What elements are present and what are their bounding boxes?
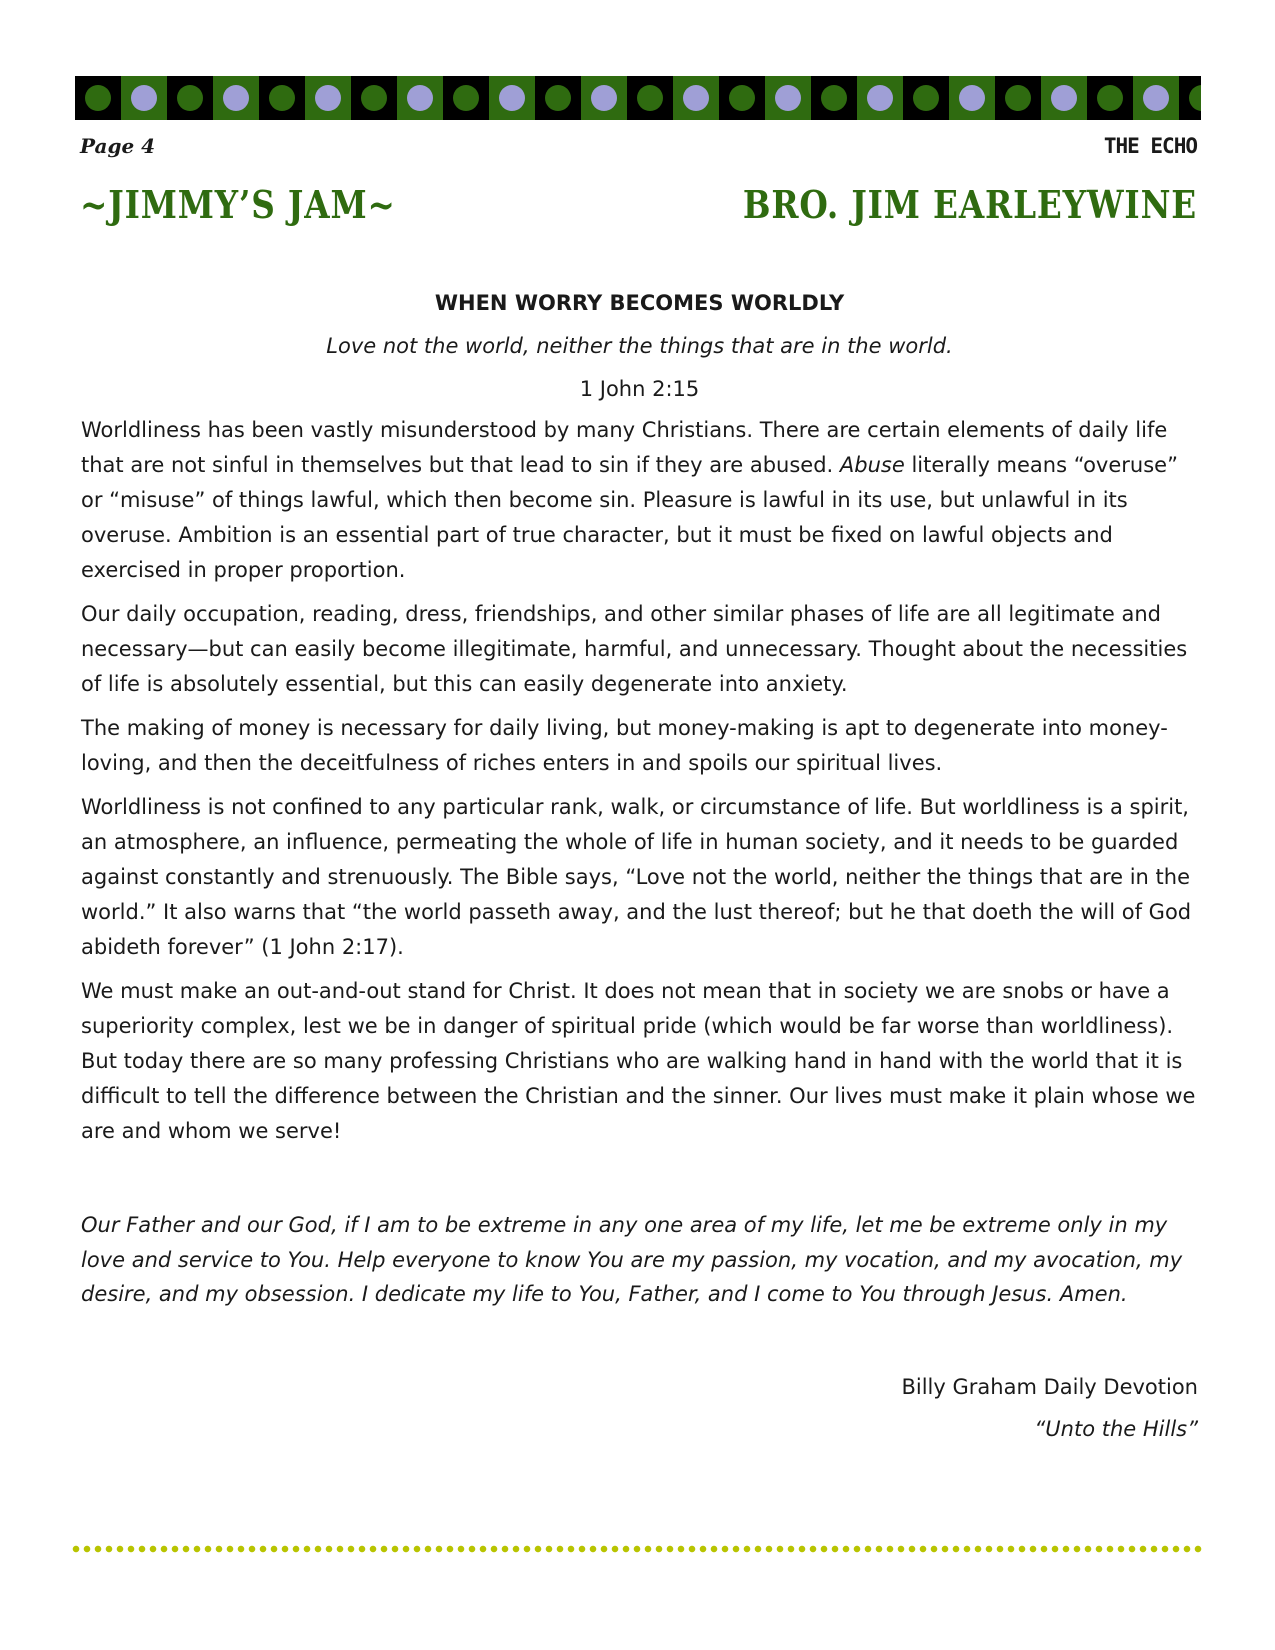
- band-dot: [453, 85, 479, 111]
- band-cell: [351, 76, 397, 120]
- band-cell: [903, 76, 949, 120]
- band-dot: [269, 85, 295, 111]
- band-dot: [1189, 85, 1201, 111]
- band-cell: [1133, 76, 1179, 120]
- band-dot: [821, 85, 847, 111]
- band-cell: [213, 76, 259, 120]
- band-dot: [177, 85, 203, 111]
- band-dot: [545, 85, 571, 111]
- band-dot: [85, 85, 111, 111]
- column-title: ~JIMMY’S JAM~: [80, 182, 396, 227]
- band-cell: [627, 76, 673, 120]
- paragraph-1: [81, 413, 1198, 588]
- band-cell: [719, 76, 765, 120]
- band-cell: [581, 76, 627, 120]
- article-headline: WHEN WORRY BECOMES WORLDLY: [434, 291, 845, 315]
- band-dot: [1143, 85, 1169, 111]
- band-cell: [121, 76, 167, 120]
- article-body: [81, 286, 1198, 1447]
- band-dot: [499, 85, 525, 111]
- band-cell: [167, 76, 213, 120]
- band-dot: [315, 85, 341, 111]
- paragraph-4: Worldliness is not confined to any particular rank, walk, or circumstance of life. But worldliness is a spirit, an atmosphere, an influence, permeating the whole of life in human society, and it needs to be guarded against constantly and strenuously. The Bible says, “Love not the world, neither the things that are in the world.” It also warns that “the world passeth away, and the lust thereof; but he that doeth the will of God abideth forever” (1 John 2:17).: [81, 795, 1192, 959]
- paragraph-1-start: Worldliness has been vastly misunderstood by many Christians. There are certain elements of daily life that are not sinful in themselves but that lead to sin if they are abused.: [81, 418, 1168, 477]
- band-cell: [1041, 76, 1087, 120]
- band-cell: [305, 76, 351, 120]
- band-cell: [75, 76, 121, 120]
- scripture-verse: Love not the world, neither the things that are in the world.: [326, 334, 953, 358]
- publication-title: THE ECHO: [1103, 134, 1197, 158]
- band-dot: [1097, 85, 1123, 111]
- band-cell: [259, 76, 305, 120]
- band-cell: [765, 76, 811, 120]
- bottom-dotted-rule: [72, 1545, 1202, 1553]
- band-dot: [775, 85, 801, 111]
- band-cell: [443, 76, 489, 120]
- band-dot: [407, 85, 433, 111]
- band-dot: [361, 85, 387, 111]
- band-dot: [913, 85, 939, 111]
- band-dot: [683, 85, 709, 111]
- band-cell: [673, 76, 719, 120]
- band-cell: [995, 76, 1041, 120]
- band-cell: [1087, 76, 1133, 120]
- decorative-dot-band: [75, 76, 1201, 120]
- band-dot: [223, 85, 249, 111]
- band-dot: [1051, 85, 1077, 111]
- band-cell: [1179, 76, 1201, 120]
- paragraph-3: The making of money is necessary for daily living, but money-making is apt to degenerate into money-loving, and then the deceitfulness of riches enters in and spoils our spiritual lives.: [81, 716, 1168, 775]
- band-cell: [857, 76, 903, 120]
- band-cell: [535, 76, 581, 120]
- band-cell: [949, 76, 995, 120]
- paragraph-5: We must make an out-and-out stand for Christ. It does not mean that in society we are snobs or have a superiority complex, lest we be in danger of spiritual pride (which would be far worse than worldliness). But today there are so many professing Christians who are walking hand in hand with the world that it is difficult to tell the difference between the Christian and the sinner. Our lives must make it plain whose we are and whom we serve!: [81, 979, 1196, 1143]
- scripture-reference: 1 John 2:15: [579, 377, 700, 401]
- band-dot: [131, 85, 157, 111]
- band-cell: [397, 76, 443, 120]
- emphasis-abuse: Abuse: [839, 453, 905, 477]
- prayer: Our Father and our God, if I am to be extreme in any one area of my life, let me be extreme only in my love and service to You. Help everyone to know You are my passion, my vocation, and my avocation, my desire, and my obsession. I dedicate my life to You, Father, and I come to You through Jesus. Amen.: [81, 1213, 1183, 1306]
- band-dot: [729, 85, 755, 111]
- band-dot: [1005, 85, 1031, 111]
- paragraph-2: Our daily occupation, reading, dress, friendships, and other similar phases of life are all legitimate and necessary—but can easily become illegitimate, harmful, and unnecessary. Thought about the necessities of life is absolutely essential, but this can easily degenerate into anxiety.: [81, 602, 1188, 696]
- source-subtitle: “Unto the Hills”: [1034, 1416, 1198, 1441]
- source-attribution: Billy Graham Daily Devotion: [901, 1374, 1198, 1399]
- page-number: Page 4: [80, 134, 156, 158]
- band-cell: [811, 76, 857, 120]
- band-dot: [637, 85, 663, 111]
- band-dot: [591, 85, 617, 111]
- paragraph-1-end: literally means “overuse” or “misuse” of things lawful, which then become sin. Pleasure is lawful in its use, but unlawful in its overuse. Ambition is an essential part of true character, but it must be fixed on lawful objects and exercised in proper proportion.: [81, 453, 1178, 582]
- band-dot: [867, 85, 893, 111]
- band-cell: [489, 76, 535, 120]
- author-name: BRO. JIM EARLEYWINE: [742, 182, 1197, 227]
- band-dot: [959, 85, 985, 111]
